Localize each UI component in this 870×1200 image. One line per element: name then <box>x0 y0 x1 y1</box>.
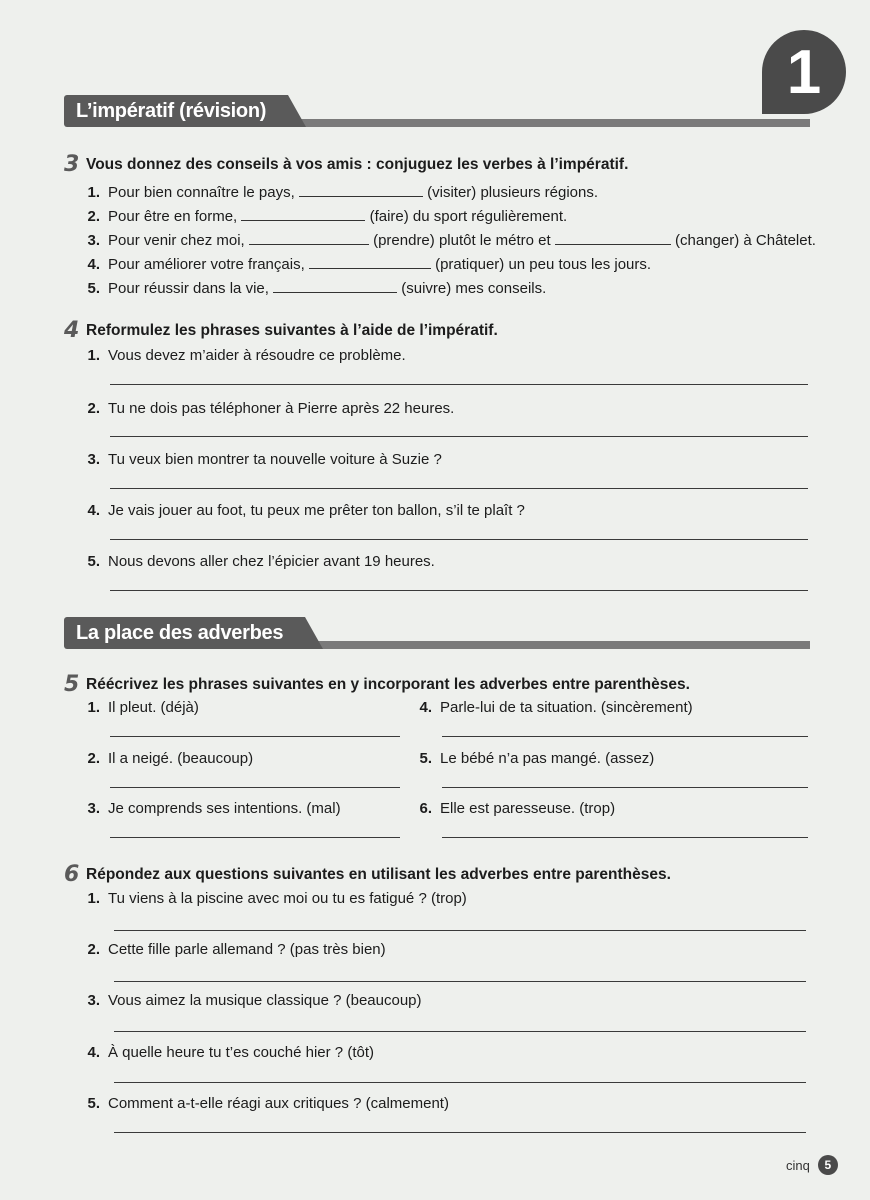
exercise-instruction: Réécrivez les phrases suivantes en y incorporant les adverbes entre parenthèses. <box>86 676 690 693</box>
item-text: Cette fille parle allemand ? (pas très bien) <box>108 941 386 958</box>
ex6-item-4 <box>86 1044 374 1061</box>
section-heading-imperatif <box>64 95 810 127</box>
item-text: Pour améliorer votre français, <box>108 256 305 273</box>
answer-line[interactable] <box>114 1082 806 1083</box>
item-text: Vous devez m’aider à résoudre ce problème. <box>108 347 406 364</box>
item-number: 3. <box>87 992 100 1009</box>
answer-line[interactable] <box>110 436 808 437</box>
item-number: 1. <box>87 184 100 201</box>
ex3-item-5 <box>86 278 546 297</box>
section-rule <box>284 641 810 649</box>
item-number: 4. <box>87 256 100 273</box>
answer-line[interactable] <box>110 488 808 489</box>
item-text: Tu viens à la piscine avec moi ou tu es fatigué ? (trop) <box>108 890 467 907</box>
item-text: (faire) du sport régulièrement. <box>369 208 568 225</box>
fill-blank[interactable] <box>273 278 397 293</box>
item-number: 3. <box>87 232 100 249</box>
answer-line[interactable] <box>442 837 808 838</box>
ex4-item-4 <box>86 502 525 519</box>
item-text: Pour être en forme, <box>108 208 238 225</box>
answer-line[interactable] <box>114 1132 806 1133</box>
item-number: 5. <box>87 280 100 297</box>
section-heading-adverbes <box>64 617 810 649</box>
item-text: (changer) à Châtelet. <box>675 232 816 249</box>
item-text: Pour bien connaître le pays, <box>108 184 295 201</box>
ex5-item-5 <box>418 750 654 767</box>
fill-blank[interactable] <box>241 206 365 221</box>
ex4-item-3 <box>86 451 442 468</box>
ex3-item-1 <box>86 182 598 201</box>
item-text: Parle-lui de ta situation. (sincèrement) <box>440 699 693 716</box>
item-text: Tu ne dois pas téléphoner à Pierre après 22 heures. <box>108 400 455 417</box>
item-text: Je comprends ses intentions. (mal) <box>108 800 341 817</box>
item-text: Il pleut. (déjà) <box>108 699 199 716</box>
ex4-item-5 <box>86 553 435 570</box>
exercise-instruction: Reformulez les phrases suivantes à l’aide de l’impératif. <box>86 322 498 339</box>
item-number: 1. <box>87 347 100 364</box>
ex5-item-1 <box>86 699 199 716</box>
item-number: 2. <box>87 400 100 417</box>
page-word: cinq <box>786 1157 810 1173</box>
exercise-6-title <box>64 862 671 887</box>
exercise-number: 3 <box>64 152 80 177</box>
item-text: Le bébé n’a pas mangé. (assez) <box>440 750 655 767</box>
ex5-item-2 <box>86 750 253 767</box>
item-text: (suivre) mes conseils. <box>401 280 547 297</box>
ex5-item-3 <box>86 800 341 817</box>
item-text: Il a neigé. (beaucoup) <box>108 750 254 767</box>
page-number-badge: 5 <box>818 1155 838 1175</box>
item-text: Je vais jouer au foot, tu peux me prêter ton ballon, s’il te plaît ? <box>108 502 525 519</box>
item-text: (prendre) plutôt le métro et <box>373 232 551 249</box>
answer-line[interactable] <box>110 539 808 540</box>
item-number: 5. <box>87 553 100 570</box>
item-text: (pratiquer) un peu tous les jours. <box>435 256 652 273</box>
item-number: 4. <box>419 699 432 716</box>
answer-line[interactable] <box>110 736 400 737</box>
ex6-item-1 <box>86 890 467 907</box>
item-text: Comment a-t-elle réagi aux critiques ? (calmement) <box>108 1095 449 1112</box>
ex3-item-3 <box>86 230 816 249</box>
item-number: 3. <box>87 451 100 468</box>
exercise-instruction: Répondez aux questions suivantes en utilisant les adverbes entre parenthèses. <box>86 866 671 883</box>
exercise-5-title <box>64 672 690 697</box>
exercise-3-title <box>64 152 628 177</box>
ex4-item-1 <box>86 347 406 364</box>
exercise-4-title <box>64 318 498 343</box>
item-number: 5. <box>419 750 432 767</box>
section-rule <box>264 119 810 127</box>
section-title: L’impératif (révision) <box>64 95 288 127</box>
item-number: 2. <box>87 941 100 958</box>
page-footer <box>786 1155 838 1175</box>
ex6-item-2 <box>86 941 386 958</box>
unit-badge: 1 <box>762 30 846 114</box>
exercise-number: 6 <box>64 862 80 887</box>
answer-line[interactable] <box>114 930 806 931</box>
ex5-item-6 <box>418 800 615 817</box>
ex6-item-5 <box>86 1095 449 1112</box>
item-number: 6. <box>419 800 432 817</box>
answer-line[interactable] <box>114 981 806 982</box>
item-text: Elle est paresseuse. (trop) <box>440 800 616 817</box>
answer-line[interactable] <box>442 736 808 737</box>
item-number: 2. <box>87 208 100 225</box>
ex6-item-3 <box>86 992 422 1009</box>
item-number: 3. <box>87 800 100 817</box>
item-text: Pour réussir dans la vie, <box>108 280 269 297</box>
fill-blank[interactable] <box>555 230 671 245</box>
ex5-item-4 <box>418 699 693 716</box>
item-number: 4. <box>87 502 100 519</box>
item-number: 4. <box>87 1044 100 1061</box>
exercise-instruction: Vous donnez des conseils à vos amis : conjuguez les verbes à l’impératif. <box>86 156 629 173</box>
answer-line[interactable] <box>442 787 808 788</box>
fill-blank[interactable] <box>249 230 369 245</box>
ex3-item-4 <box>86 254 651 273</box>
fill-blank[interactable] <box>309 254 431 269</box>
item-text: Nous devons aller chez l’épicier avant 19 heures. <box>108 553 435 570</box>
item-text: (visiter) plusieurs régions. <box>427 184 599 201</box>
ex4-item-2 <box>86 400 454 417</box>
item-number: 1. <box>87 890 100 907</box>
item-text: Vous aimez la musique classique ? (beaucoup) <box>108 992 422 1009</box>
item-text: Pour venir chez moi, <box>108 232 245 249</box>
item-text: Tu veux bien montrer ta nouvelle voiture à Suzie ? <box>108 451 442 468</box>
item-text: À quelle heure tu t’es couché hier ? (tôt) <box>108 1044 374 1061</box>
section-title: La place des adverbes <box>64 617 305 649</box>
answer-line[interactable] <box>110 384 808 385</box>
item-number: 2. <box>87 750 100 767</box>
answer-line[interactable] <box>110 837 400 838</box>
item-number: 5. <box>87 1095 100 1112</box>
exercise-number: 4 <box>64 318 80 343</box>
exercise-number: 5 <box>64 672 80 697</box>
ex3-item-2 <box>86 206 567 225</box>
answer-line[interactable] <box>110 590 808 591</box>
answer-line[interactable] <box>114 1031 806 1032</box>
item-number: 1. <box>87 699 100 716</box>
answer-line[interactable] <box>110 787 400 788</box>
fill-blank[interactable] <box>299 182 423 197</box>
